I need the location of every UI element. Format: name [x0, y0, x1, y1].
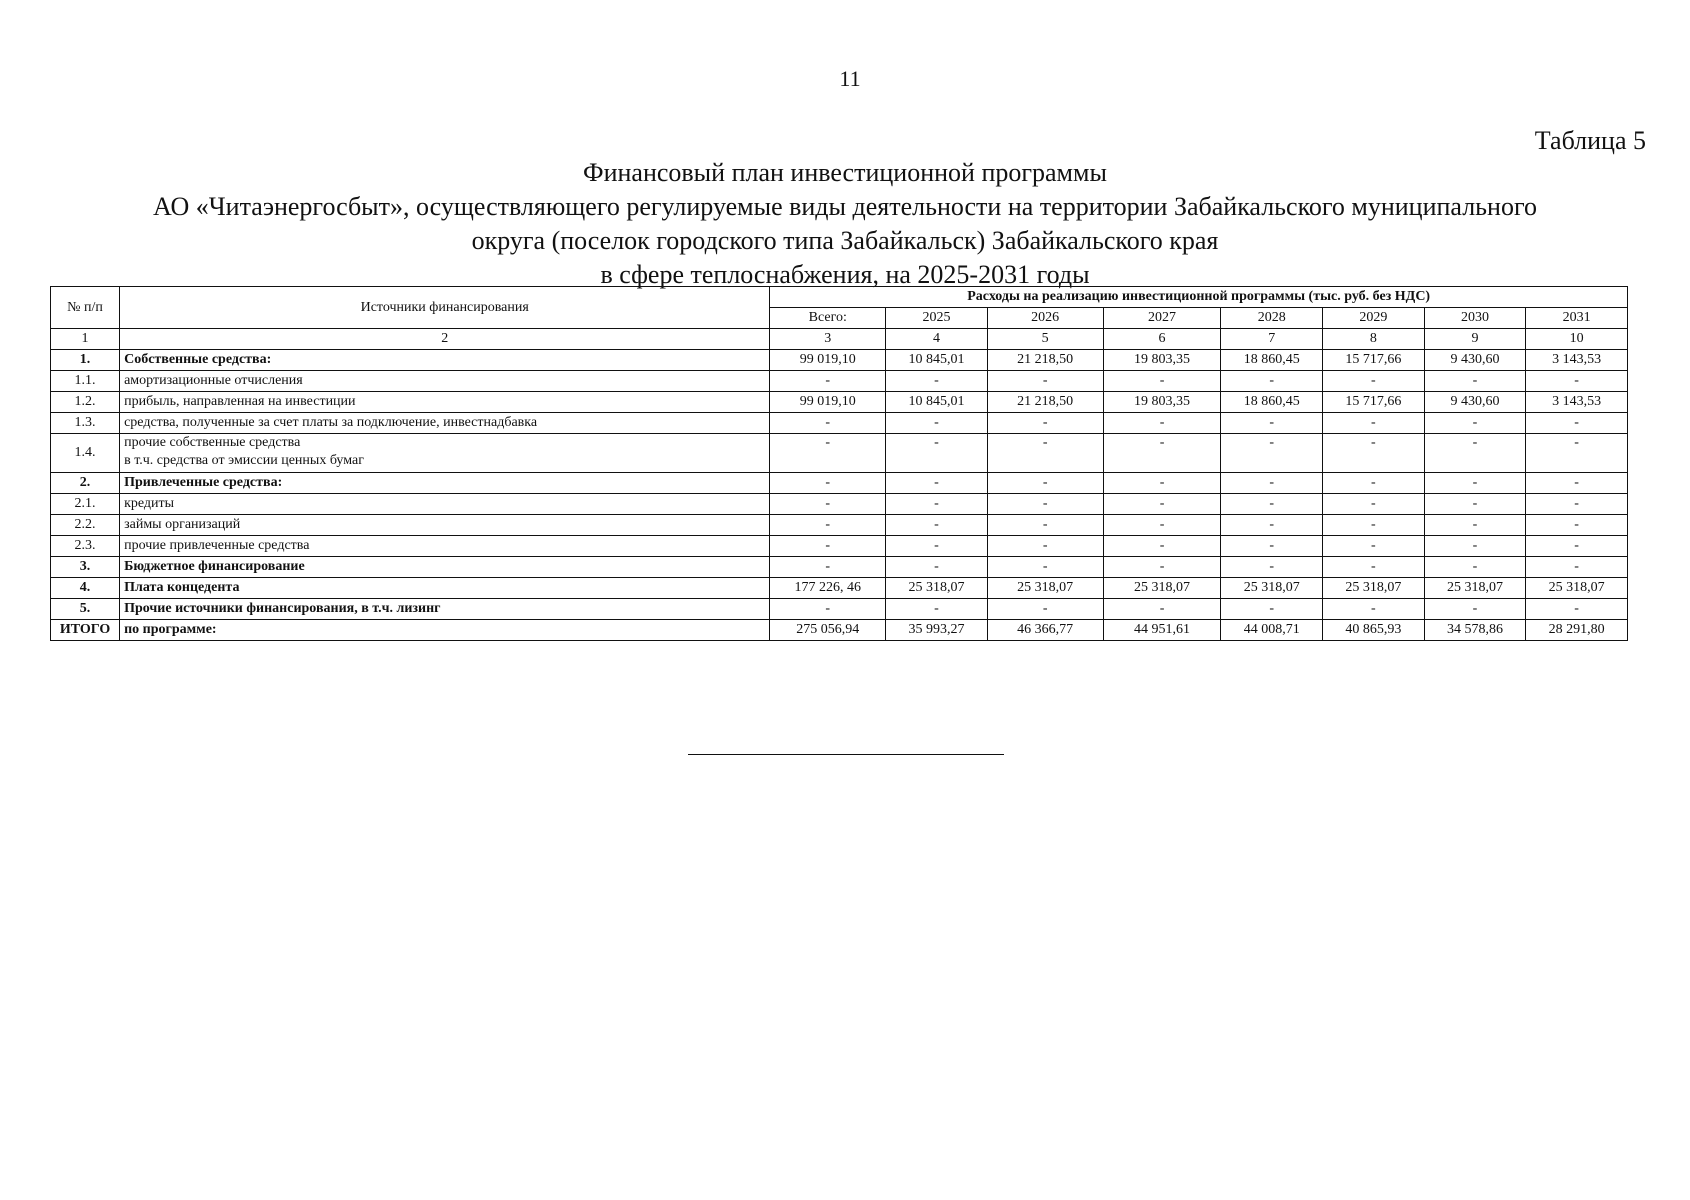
value-cell: 18 860,45 — [1221, 392, 1323, 413]
column-number: 5 — [987, 329, 1103, 350]
column-number: 8 — [1323, 329, 1425, 350]
value-cell: - — [886, 557, 988, 578]
table-row — [51, 413, 1628, 434]
value-cell: 3 143,53 — [1526, 350, 1628, 371]
value-cell: - — [1221, 473, 1323, 494]
table-row — [51, 620, 1628, 641]
value-cell: - — [1526, 557, 1628, 578]
value-cell: 18 860,45 — [1221, 350, 1323, 371]
value-cell: - — [1103, 599, 1221, 620]
source-name — [120, 434, 770, 473]
table-row — [51, 557, 1628, 578]
row-number: 1. — [51, 350, 120, 371]
value-cell: - — [987, 494, 1103, 515]
value-cell: 21 218,50 — [987, 350, 1103, 371]
title-line-4: в сфере теплоснабжения, на 2025-2031 годы — [600, 260, 1090, 289]
value-cell: 46 366,77 — [987, 620, 1103, 641]
source-name: Прочие источники финансирования, в т.ч. лизинг — [120, 599, 770, 620]
value-cell: - — [987, 557, 1103, 578]
row-number: 1.3. — [51, 413, 120, 434]
header-expenses: Расходы на реализацию инвестиционной программы (тыс. руб. без НДС) — [770, 287, 1628, 308]
value-cell: - — [1424, 413, 1526, 434]
value-cell: - — [1424, 515, 1526, 536]
value-cell: - — [1221, 599, 1323, 620]
source-name: кредиты — [120, 494, 770, 515]
value-cell: - — [1221, 536, 1323, 557]
value-cell: - — [1323, 371, 1425, 392]
value-cell: - — [1103, 434, 1221, 473]
title-line-3: округа (поселок городского типа Забайкальск) Забайкальского края — [471, 226, 1219, 255]
source-name-line: прочие собственные средства — [124, 435, 301, 450]
table-row — [51, 515, 1628, 536]
value-cell: 25 318,07 — [1221, 578, 1323, 599]
column-numbers-row — [51, 329, 1628, 350]
value-cell: 25 318,07 — [1323, 578, 1425, 599]
value-cell: - — [1424, 371, 1526, 392]
value-cell: - — [770, 536, 886, 557]
header-num: № п/п — [51, 287, 120, 329]
value-cell: 15 717,66 — [1323, 392, 1425, 413]
header-year: 2025 — [886, 308, 988, 329]
value-cell: - — [770, 434, 886, 473]
value-cell: - — [1424, 536, 1526, 557]
value-cell: 40 865,93 — [1323, 620, 1425, 641]
value-cell: - — [1323, 434, 1425, 473]
value-cell: - — [987, 473, 1103, 494]
value-cell: 15 717,66 — [1323, 350, 1425, 371]
value-cell: - — [1526, 473, 1628, 494]
header-year: 2031 — [1526, 308, 1628, 329]
value-cell: - — [770, 371, 886, 392]
value-cell: - — [1526, 434, 1628, 473]
value-cell: - — [1103, 515, 1221, 536]
value-cell: - — [886, 536, 988, 557]
value-cell: - — [1221, 557, 1323, 578]
value-cell: - — [1424, 473, 1526, 494]
value-cell: - — [886, 599, 988, 620]
row-number: 3. — [51, 557, 120, 578]
value-cell: 25 318,07 — [1526, 578, 1628, 599]
table-row — [51, 578, 1628, 599]
value-cell: 25 318,07 — [886, 578, 988, 599]
value-cell: - — [886, 434, 988, 473]
value-cell: 99 019,10 — [770, 392, 886, 413]
value-cell: 99 019,10 — [770, 350, 886, 371]
value-cell: - — [1221, 434, 1323, 473]
value-cell: - — [1526, 599, 1628, 620]
header-year: 2026 — [987, 308, 1103, 329]
value-cell: - — [886, 413, 988, 434]
value-cell: - — [1323, 413, 1425, 434]
value-cell: - — [1526, 536, 1628, 557]
row-number: 2.1. — [51, 494, 120, 515]
value-cell: - — [1103, 473, 1221, 494]
value-cell: - — [1323, 536, 1425, 557]
row-number: ИТОГО — [51, 620, 120, 641]
value-cell: - — [987, 599, 1103, 620]
value-cell: - — [886, 371, 988, 392]
value-cell: 3 143,53 — [1526, 392, 1628, 413]
value-cell: - — [1221, 494, 1323, 515]
separator-line — [688, 754, 1004, 755]
source-name: Бюджетное финансирование — [120, 557, 770, 578]
value-cell: 35 993,27 — [886, 620, 988, 641]
source-name: Привлеченные средства: — [120, 473, 770, 494]
title-line-2: АО «Читаэнергосбыт», осуществляющего регулируемые виды деятельности на территории Забайкальского муниципального — [153, 192, 1537, 221]
header-year: 2030 — [1424, 308, 1526, 329]
source-name-subline: в т.ч. средства от эмиссии ценных бумаг — [124, 453, 364, 468]
value-cell: - — [886, 515, 988, 536]
column-number: 1 — [51, 329, 120, 350]
value-cell: 25 318,07 — [987, 578, 1103, 599]
value-cell: - — [1424, 599, 1526, 620]
table-row — [51, 599, 1628, 620]
column-number: 4 — [886, 329, 988, 350]
row-number: 1.4. — [51, 434, 120, 473]
row-number: 2.2. — [51, 515, 120, 536]
row-number: 2. — [51, 473, 120, 494]
row-number: 1.1. — [51, 371, 120, 392]
header-year: 2028 — [1221, 308, 1323, 329]
value-cell: 34 578,86 — [1424, 620, 1526, 641]
source-name: прибыль, направленная на инвестиции — [120, 392, 770, 413]
value-cell: - — [1424, 557, 1526, 578]
value-cell: 25 318,07 — [1103, 578, 1221, 599]
page-number: 11 — [839, 66, 861, 91]
value-cell: - — [1323, 557, 1425, 578]
value-cell: - — [770, 413, 886, 434]
value-cell: 44 008,71 — [1221, 620, 1323, 641]
table-row — [51, 434, 1628, 473]
column-number: 2 — [120, 329, 770, 350]
header-total: Всего: — [770, 308, 886, 329]
value-cell: 10 845,01 — [886, 392, 988, 413]
value-cell: - — [1323, 515, 1425, 536]
table-row — [51, 371, 1628, 392]
value-cell: - — [987, 515, 1103, 536]
value-cell: - — [1526, 371, 1628, 392]
value-cell: - — [987, 536, 1103, 557]
table-row — [51, 392, 1628, 413]
value-cell: - — [1526, 515, 1628, 536]
row-number: 2.3. — [51, 536, 120, 557]
value-cell: - — [1526, 494, 1628, 515]
table-row — [51, 473, 1628, 494]
table-label: Таблица 5 — [1534, 126, 1646, 155]
table-row — [51, 494, 1628, 515]
column-number: 3 — [770, 329, 886, 350]
source-name: средства, полученные за счет платы за подключение, инвестнадбавка — [120, 413, 770, 434]
header-sources: Источники финансирования — [120, 287, 770, 329]
value-cell: - — [1103, 494, 1221, 515]
document-title — [40, 156, 1650, 292]
value-cell: 19 803,35 — [1103, 350, 1221, 371]
value-cell: - — [1323, 494, 1425, 515]
value-cell: - — [770, 599, 886, 620]
source-name: по программе: — [120, 620, 770, 641]
value-cell: - — [987, 413, 1103, 434]
source-name: займы организаций — [120, 515, 770, 536]
column-number: 7 — [1221, 329, 1323, 350]
column-number: 6 — [1103, 329, 1221, 350]
value-cell: - — [1221, 371, 1323, 392]
value-cell: - — [770, 473, 886, 494]
value-cell: 10 845,01 — [886, 350, 988, 371]
value-cell: 25 318,07 — [1424, 578, 1526, 599]
value-cell: 275 056,94 — [770, 620, 886, 641]
column-number: 10 — [1526, 329, 1628, 350]
table-row — [51, 536, 1628, 557]
source-name: амортизационные отчисления — [120, 371, 770, 392]
value-cell: - — [1103, 371, 1221, 392]
value-cell: - — [1424, 434, 1526, 473]
value-cell: - — [1221, 515, 1323, 536]
value-cell: 9 430,60 — [1424, 392, 1526, 413]
title-line-1: Финансовый план инвестиционной программы — [583, 158, 1107, 187]
financial-plan-table — [50, 286, 1628, 641]
value-cell: - — [1323, 473, 1425, 494]
row-number: 4. — [51, 578, 120, 599]
value-cell: - — [1221, 413, 1323, 434]
header-row — [51, 287, 1628, 308]
source-name: прочие привлеченные средства — [120, 536, 770, 557]
row-number: 1.2. — [51, 392, 120, 413]
value-cell: - — [1103, 557, 1221, 578]
value-cell: - — [770, 515, 886, 536]
row-number: 5. — [51, 599, 120, 620]
value-cell: - — [770, 494, 886, 515]
table-row — [51, 350, 1628, 371]
source-name: Собственные средства: — [120, 350, 770, 371]
value-cell: 9 430,60 — [1424, 350, 1526, 371]
value-cell: 21 218,50 — [987, 392, 1103, 413]
value-cell: 28 291,80 — [1526, 620, 1628, 641]
value-cell: - — [886, 494, 988, 515]
value-cell: - — [886, 473, 988, 494]
value-cell: - — [1526, 413, 1628, 434]
value-cell: 19 803,35 — [1103, 392, 1221, 413]
source-name: Плата концедента — [120, 578, 770, 599]
value-cell: - — [1424, 494, 1526, 515]
value-cell: - — [1103, 413, 1221, 434]
value-cell: - — [987, 434, 1103, 473]
value-cell: - — [1323, 599, 1425, 620]
column-number: 9 — [1424, 329, 1526, 350]
value-cell: - — [1103, 536, 1221, 557]
header-year: 2027 — [1103, 308, 1221, 329]
value-cell: 177 226, 46 — [770, 578, 886, 599]
value-cell: - — [770, 557, 886, 578]
value-cell: - — [987, 371, 1103, 392]
header-year: 2029 — [1323, 308, 1425, 329]
value-cell: 44 951,61 — [1103, 620, 1221, 641]
